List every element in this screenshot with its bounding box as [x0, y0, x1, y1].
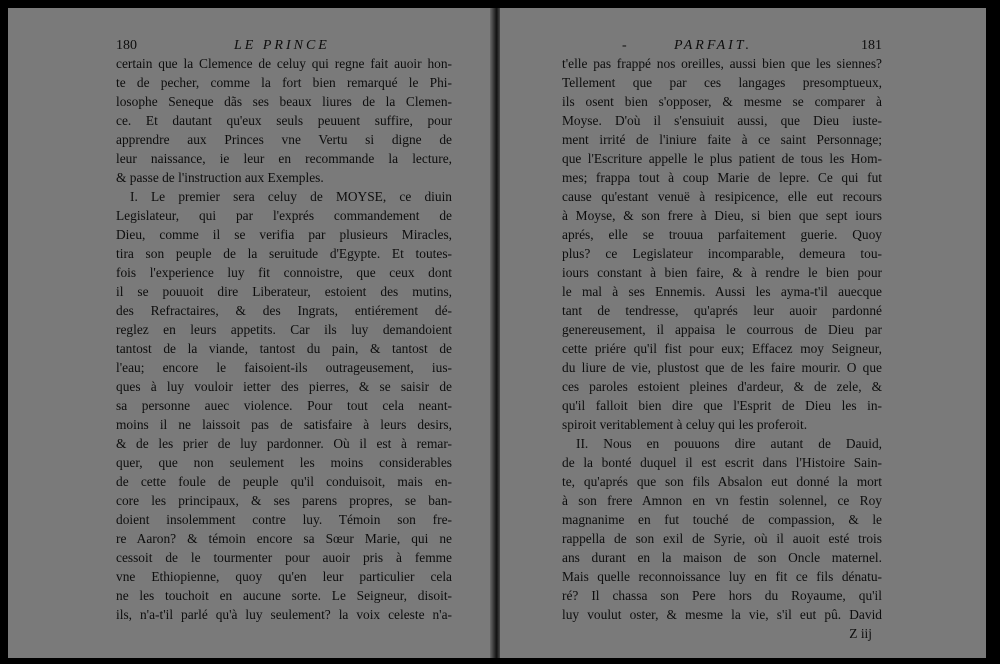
text-line: ces paroles estoient pleines d'ardeur, & de zele, & [562, 379, 882, 394]
text-line: apprendre aux Princes vne Vertu si digne de [116, 132, 452, 147]
text-line: moins il ne laissoit pas de satisfaire à leurs desirs, [116, 417, 452, 432]
left-head-title: LE PRINCE [234, 38, 330, 53]
text-line: Moyse. D'où il s'ensuiuit aussi, que Dieu iuste- [562, 113, 882, 128]
text-line: ne les touchoit en aucune sorte. Le Seigneur, disoit- [116, 588, 452, 603]
text-line: doient insolemment contre luy. Témoin son fre- [116, 512, 452, 527]
text-line: Mais quelle reconnoissance luy en fit ce fils dénatu- [562, 569, 882, 584]
text-line: II. Nous en pouuons dire autant de Dauid, [576, 436, 882, 451]
text-line: du liure de vie, plustost que de les faire mourir. O que [562, 360, 882, 375]
right-page-number: 181 [861, 38, 882, 53]
text-line: de la bonté duquel il est escrit dans l'Histoire Sain- [562, 455, 882, 470]
text-line: aprés, elle se trouua parfaitement guerie. Quoy [562, 227, 882, 242]
text-line: I. Le premier sera celuy de MOYSE, ce diuin [130, 189, 452, 204]
text-line: tantost de la viande, tantost du pain, & tantost de [116, 341, 452, 356]
text-line: il se pouuoit dire Liberateur, estoient des mutins, [116, 284, 452, 299]
right-page [500, 8, 986, 658]
text-line: cette priére qu'il fist pour eux; Effacez moy Seigneur, [562, 341, 882, 356]
text-line: leur naissance, ie leur en recommande la lecture, [116, 151, 452, 166]
text-line: te de pecher, comme la fort bien remarqué le Phi- [116, 75, 452, 90]
text-line: cessoit de le tourmenter pour auoir pris à femme [116, 550, 452, 565]
text-line: mes; frappa tout à coup Marie de lepre. Ce qui fut [562, 170, 882, 185]
text-line: des Refractaires, & des Ingrats, entiérement dé- [116, 303, 452, 318]
text-line: spiroit veritablement à celuy qui les proferoit. [562, 417, 808, 432]
text-line: que l'Escriture appelle le plus patient de tous les Hom- [562, 151, 882, 166]
text-line: & de les prier de luy pardonner. Où il est à remar- [116, 436, 452, 451]
text-line: magnanime en fut touché de compassion, & le [562, 512, 882, 527]
text-line: ce. Et dautant qu'eux seuls peuuent suffire, pour [116, 113, 452, 128]
text-line: l'eau; encore le faisoient-ils outrageusement, ius- [116, 360, 452, 375]
text-line: qu'il falloit bien dire que l'Esprit de Dieu les in- [562, 398, 882, 413]
right-head-title: PARFAIT. [674, 38, 753, 53]
text-line: de cette foule de peuple qu'il conduisoit, mais en- [116, 474, 452, 489]
text-line: re Aaron? & témoin encore sa Sœur Marie, qui ne [116, 531, 452, 546]
text-line: ques à luy vouloir ietter des pierres, & se saisir de [116, 379, 452, 394]
left-running-head [116, 38, 452, 54]
text-line: ils osent bien s'opposer, & mesme se comparer à [562, 94, 882, 109]
text-line: à son frere Amnon en vn festin solennel, ce Roy [562, 493, 882, 508]
left-page-number: 180 [116, 38, 137, 53]
left-body-text [116, 54, 452, 624]
text-line: tira son peuple de la seruitude d'Egypte. Et toutes- [116, 246, 452, 261]
text-line: à Moyse, & son frere à Dieu, si bien que sept iours [562, 208, 882, 223]
text-line: iours constant à bien faire, & à rendre le bien pour [562, 265, 882, 280]
text-line: genereusement, il appaisa le courrous de Dieu par [562, 322, 882, 337]
text-line: & passe de l'instruction aux Exemples. [116, 170, 324, 185]
text-line: Tellement que par ces langages presomptueux, [562, 75, 882, 90]
left-page [8, 8, 492, 658]
head-dash: - [622, 38, 630, 53]
text-line: t'elle pas frappé nos oreilles, aussi bien que les siennes? [562, 56, 882, 71]
text-line: Legislateur, qui par l'exprés commandement de [116, 208, 452, 223]
text-line: cause qu'estant venuë à resipicence, elle eut recours [562, 189, 882, 204]
right-running-head [562, 38, 882, 54]
text-line: certain que la Clemence de celuy qui regne fait auoir hon- [116, 56, 452, 71]
text-line: core les principaux, & ses parens propres, se ban- [116, 493, 452, 508]
text-line: luy voulut oster, & mesme la vie, s'il eut pû. David [562, 607, 882, 622]
text-line: plus? ce Legislateur incomparable, demeura tou- [562, 246, 882, 261]
text-line: losophe Seneque dãs ses beaux liures de la Clemen- [116, 94, 452, 109]
text-line: le mal à ses Ennemis. Aussi les ayma-t'il auecque [562, 284, 882, 299]
text-line: ils, n'a-t'il parlé qu'à luy seulement? la voix celeste n'a- [116, 607, 452, 622]
text-line: vne Ethiopienne, quoy qu'en leur particulier cela [116, 569, 452, 584]
text-line: quer, que non seulement les moins considerables [116, 455, 452, 470]
text-line: Dieu, comme il se verifia par plusieurs Miracles, [116, 227, 452, 242]
text-line: ment irrité de l'iniure faite à ce saint Personnage; [562, 132, 882, 147]
text-line: reglez en leurs appetits. Car ils luy demandoient [116, 322, 452, 337]
text-line: ans durant en la maison de son Oncle maternel. [562, 550, 882, 565]
text-line: fois l'experience luy fit connoistre, que ceux dont [116, 265, 452, 280]
text-line: sa personne auec violence. Pour tout cela neant- [116, 398, 452, 413]
text-line: te, qu'aprés que son fils Absalon eut donné la mort [562, 474, 882, 489]
text-line: tant de tendresse, qu'aprés leur auoir pardonné [562, 303, 882, 318]
signature-mark: Z iij [849, 626, 872, 641]
right-body-text [562, 54, 882, 643]
text-line: rappella de son exil de Syrie, où il auoit esté trois [562, 531, 882, 546]
text-line: ré? Il chassa son Pere hors du Royaume, qu'il [562, 588, 882, 603]
